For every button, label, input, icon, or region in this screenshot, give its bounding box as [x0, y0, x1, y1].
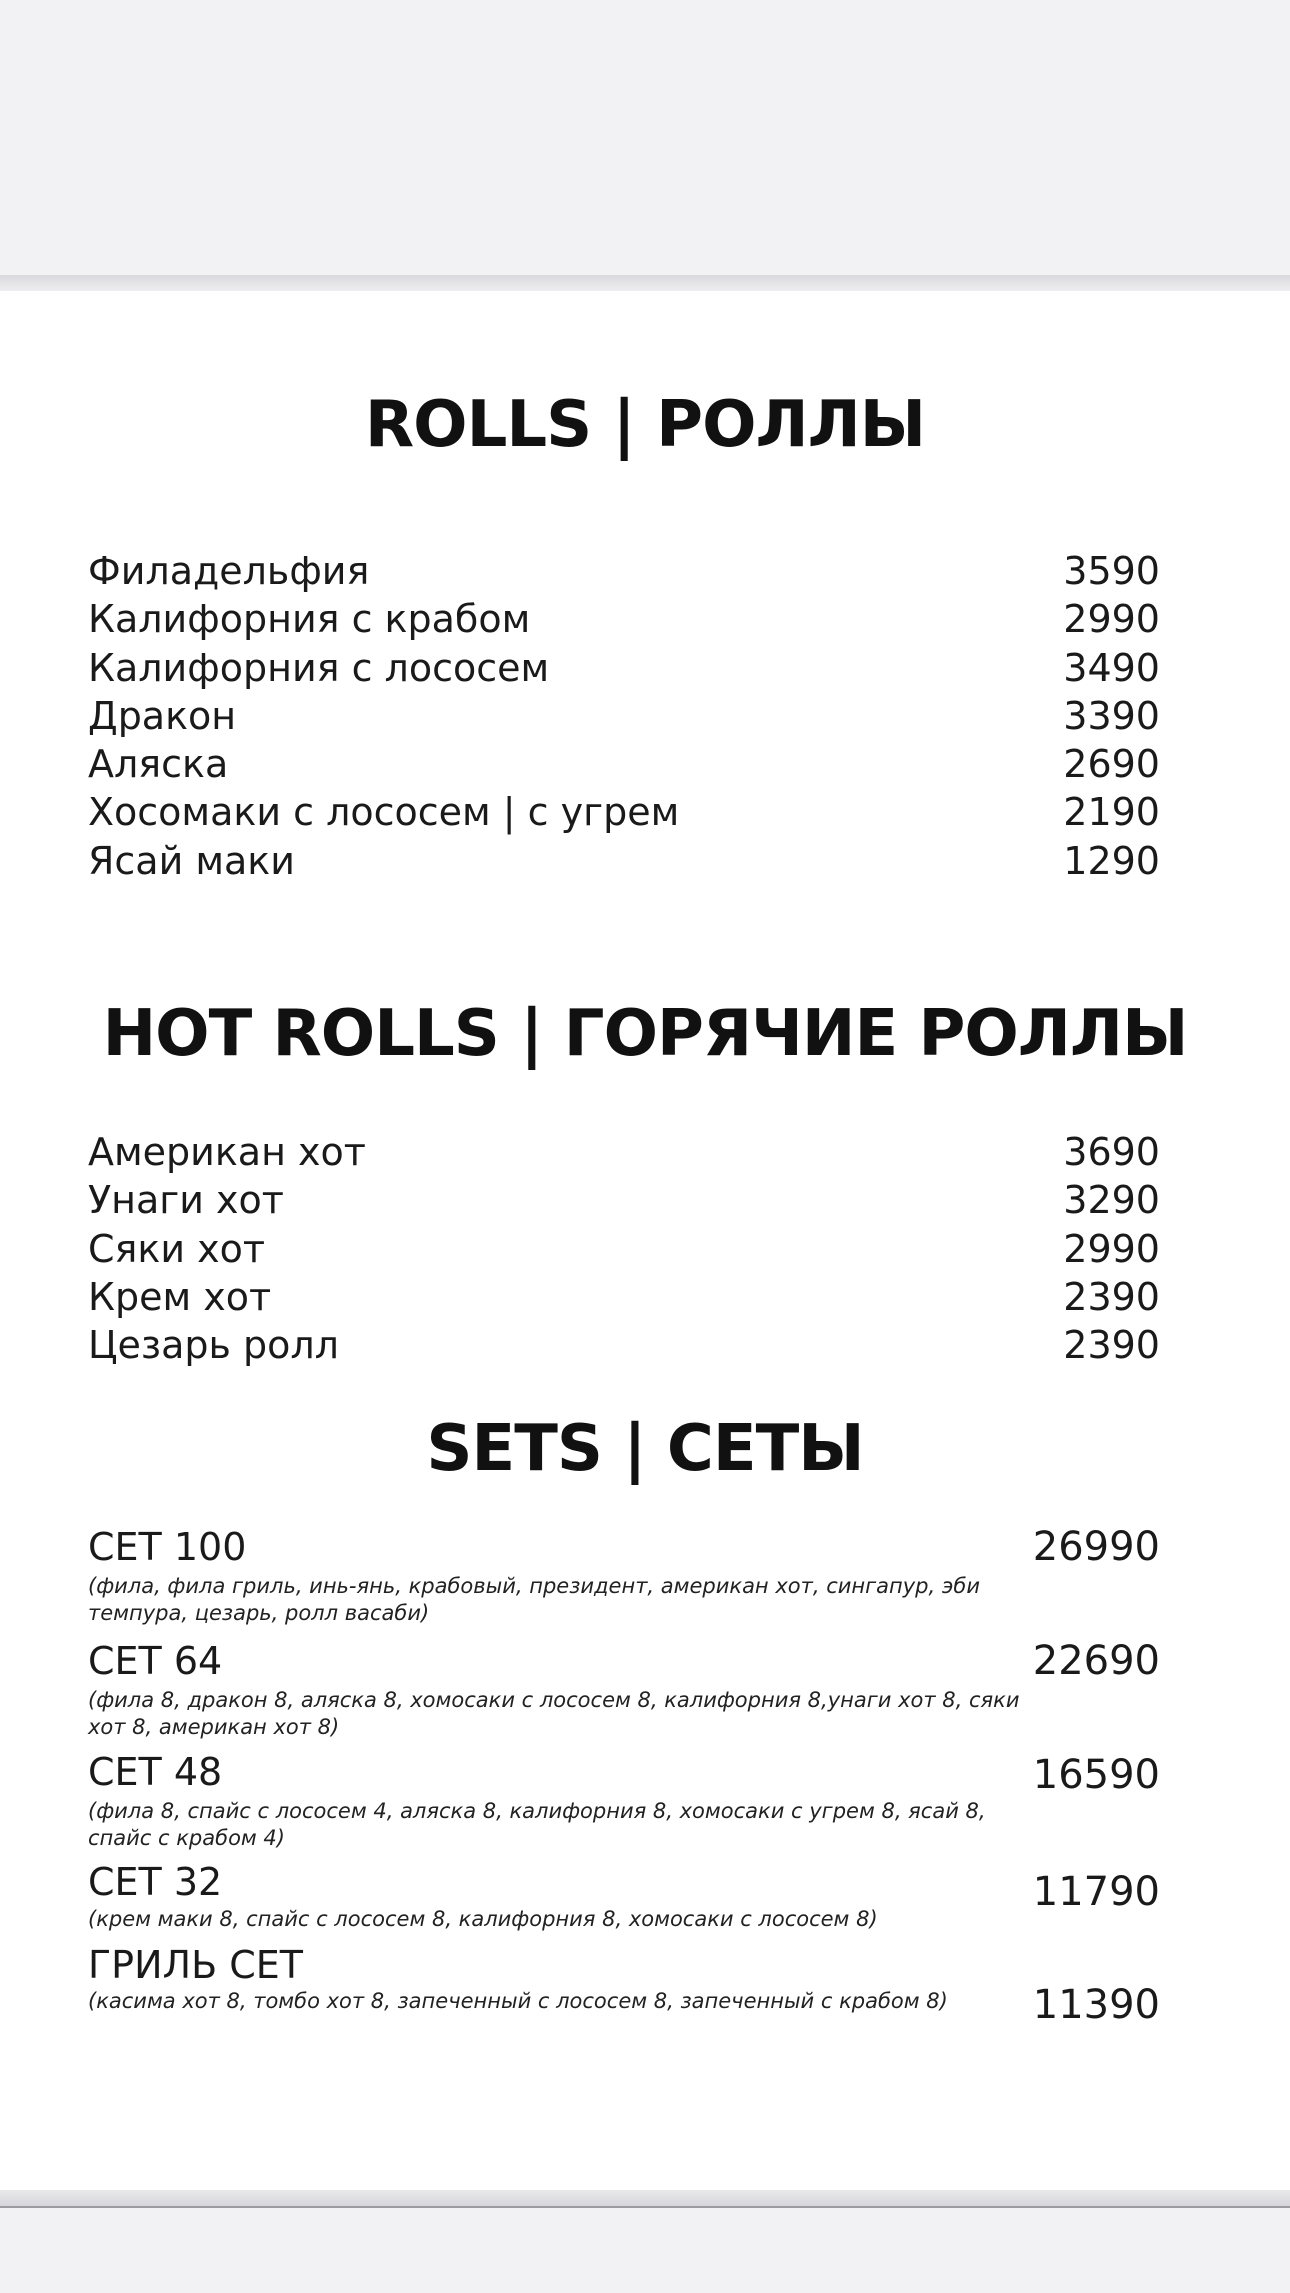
set-description: (фила 8, спайс с лососем 4, аляска 8, калифорния 8, хомосаки с угрем 8, ясай 8, спайс с крабом 4) [88, 1799, 986, 1850]
set-price: 26990 [1032, 1524, 1160, 1570]
item-name: Аляска [88, 742, 229, 787]
set-price: 11390 [1032, 1982, 1160, 2028]
set-name: СЕТ 48 [88, 1750, 223, 1794]
set-item [88, 1750, 1160, 1855]
item-name: Калифорния с крабом [88, 597, 531, 642]
list-item [88, 1225, 1160, 1273]
item-name: Цезарь ролл [88, 1323, 339, 1368]
list-item [88, 547, 1160, 595]
item-name: Хосомаки с лососем | с угрем [88, 790, 680, 835]
item-price: 2990 [1063, 1226, 1160, 1271]
set-description: (фила 8, дракон 8, аляска 8, хомосаки с лососем 8, калифорния 8,унаги хот 8, сяки хот 8, американ хот 8) [88, 1688, 1020, 1739]
list-item [88, 788, 1160, 836]
list-item [88, 595, 1160, 643]
page-top-edge [0, 275, 1290, 291]
item-name: Американ хот [88, 1130, 366, 1174]
list-item [88, 1273, 1160, 1321]
item-price: 3590 [1063, 549, 1160, 593]
item-price: 2390 [1063, 1274, 1160, 1319]
set-item [88, 1943, 1160, 2033]
page-bottom-edge [0, 2190, 1290, 2206]
item-price: 2690 [1063, 742, 1160, 787]
item-name: Дракон [88, 693, 237, 738]
item-price: 2190 [1063, 790, 1160, 835]
list-item [88, 1128, 1160, 1176]
rolls-heading: ROLLS | РОЛЛЫ [364, 388, 926, 462]
list-item [88, 692, 1160, 740]
set-item [88, 1639, 1160, 1744]
item-price: 2390 [1063, 1323, 1160, 1368]
set-name: СЕТ 32 [88, 1860, 223, 1904]
set-price: 16590 [1032, 1752, 1160, 1798]
top-background [0, 0, 1290, 275]
divider [0, 2206, 1290, 2208]
list-item [88, 1176, 1160, 1224]
set-item [88, 1860, 1160, 1940]
item-name: Филадельфия [88, 549, 370, 593]
item-price: 2990 [1063, 597, 1160, 642]
item-price: 3490 [1063, 645, 1160, 690]
item-price: 1290 [1063, 838, 1160, 883]
set-item [88, 1525, 1160, 1630]
list-item [88, 1321, 1160, 1369]
item-price: 3390 [1063, 693, 1160, 738]
item-name: Сяки хот [88, 1226, 265, 1271]
set-description: (крем маки 8, спайс с лососем 8, калифорния 8, хомосаки с лососем 8) [88, 1907, 878, 1931]
item-name: Унаги хот [88, 1178, 284, 1223]
set-name: СЕТ 100 [88, 1525, 247, 1569]
set-description: (касима хот 8, томбо хот 8, запеченный с лососем 8, запеченный с крабом 8) [88, 1989, 948, 2013]
item-name: Ясай маки [88, 838, 295, 883]
sets-heading: SETS | СЕТЫ [426, 1412, 864, 1486]
item-price: 3290 [1063, 1178, 1160, 1223]
hot-rolls-heading: HOT ROLLS | ГОРЯЧИЕ РОЛЛЫ [102, 997, 1188, 1071]
item-name: Крем хот [88, 1274, 272, 1319]
list-item [88, 837, 1160, 885]
item-price: 3690 [1063, 1130, 1160, 1174]
hot-rolls-list [88, 1128, 1160, 1369]
set-price: 22690 [1032, 1638, 1160, 1684]
set-price: 11790 [1032, 1869, 1160, 1915]
set-name: СЕТ 64 [88, 1639, 223, 1683]
set-name: ГРИЛЬ СЕТ [88, 1943, 303, 1987]
list-item [88, 740, 1160, 788]
set-description: (фила, фила гриль, инь-янь, крабовый, президент, американ хот, сингапур, эби темпура, цезарь, ролл васаби) [88, 1574, 980, 1625]
rolls-list [88, 547, 1160, 885]
item-name: Калифорния с лососем [88, 645, 550, 690]
list-item [88, 644, 1160, 692]
